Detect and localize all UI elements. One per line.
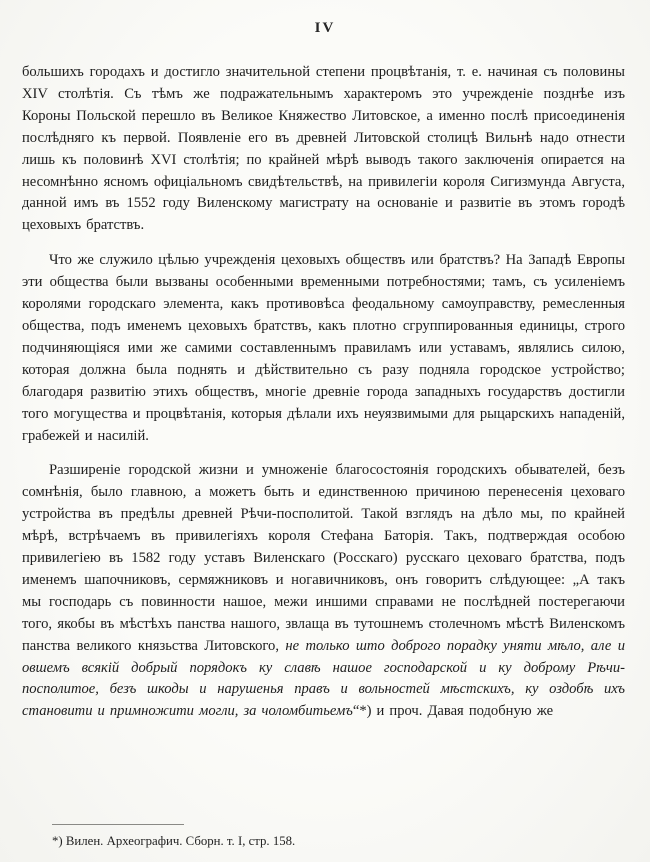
footnote-separator-rule: [52, 824, 184, 825]
paragraph-1: большихъ городахъ и достигло значительной степени процвѣтанія, т. е. начиная съ половины XIV столѣтія. Съ тѣмъ же подражательнымъ характеромъ это учрежденіе позднѣе изъ Короны Польской перешло въ Великое Княжество Литовское, а именно послѣ присоединенія послѣдняго къ первой. Появленіе его въ древней Литовской столицѣ Вильнѣ надо отнести лишь къ половинѣ XVI столѣтія; по крайней мѣрѣ выводъ такого заключенія опирается на несомнѣнно ясномъ офиціальномъ свидѣтельствѣ, на привилегіи короля Сигизмунда Августа, данной имъ въ 1552 году Виленскому магистрату на основаніе и развитіе въ этомъ городѣ цеховыхъ братствъ.: [22, 64, 625, 234]
paragraph-3-quoted-privilege-text: не только што доброго порадку уняти мѣло, але и овшемъ всякій добрый порядокъ ку славѣ нашое господарской и ку доброму Рѣчи-посполитое, безъ шкоды и нарушенья правъ и вольностей мѣстскихъ, ку оздобѣ ихъ становити и примножити могли, за чоломбитьемъ: [22, 637, 625, 720]
footnote: [22, 824, 625, 850]
page-text-block: [0, 37, 650, 723]
paragraph-3-tail: “*) и проч. Давая подобную же: [352, 703, 554, 720]
paragraph-3: [22, 460, 625, 723]
footnote-marker: *): [52, 834, 63, 848]
page-number: IV: [314, 20, 336, 36]
footnote-text: [22, 833, 625, 850]
paragraph-3-lead: Разширеніе городской жизни и умноженіе благосостоянія городскихъ обывателей, безъ сомнѣнія, было главною, а можетъ быть и единственною причиною перенесенія цеховаго устройства въ предѣлы древней Рѣчи-посполитой. Такой взглядъ на дѣло мы, по крайней мѣрѣ, встрѣчаемъ въ привилегіяхъ короля Стефана Баторія. Такъ, подтверждая особою привилегіею въ 1582 году уставъ Виленскаго (Росскаго) русскаго цеховаго братства, подъ именемъ шапочниковъ, сермяжниковъ и ногавичниковъ, онъ говоритъ слѣдующее: „А такъ мы господарь съ повинности нашое, межи иншими справами не послѣдней постерегаючи того, якобы въ мѣстѣхъ панства нашого, звлаща въ тутошнемъ столечномъ мѣстѣ Виленскомъ панства великого князьства Литовского,: [22, 462, 625, 654]
footnote-citation: Вилен. Археографич. Сборн. т. I, стр. 158.: [65, 834, 296, 848]
paragraph-2: Что же служило цѣлью учрежденія цеховыхъ обществъ или братствъ? На Западѣ Европы эти общества были вызваны особенными временными потребностями; тамъ, съ усиленіемъ королями городскаго элемента, какъ противовѣса феодальному самоуправству, ремесленныя общества, подъ именемъ цеховыхъ братствъ, какъ плотно сгруппированныя единицы, строго подчиняющіяся ими же самими составленнымъ правиламъ или уставамъ, являлись силою, которая должна была поднять и дѣйствительно съ разу подняла городское устройство; благодаря развитію этихъ обществъ, многіе древніе города западныхъ государствъ достигли того могущества и процвѣтанія, которыя дѣлали ихъ неуязвимыми для рыцарскихъ нападеній, грабежей и насилій.: [22, 252, 625, 444]
